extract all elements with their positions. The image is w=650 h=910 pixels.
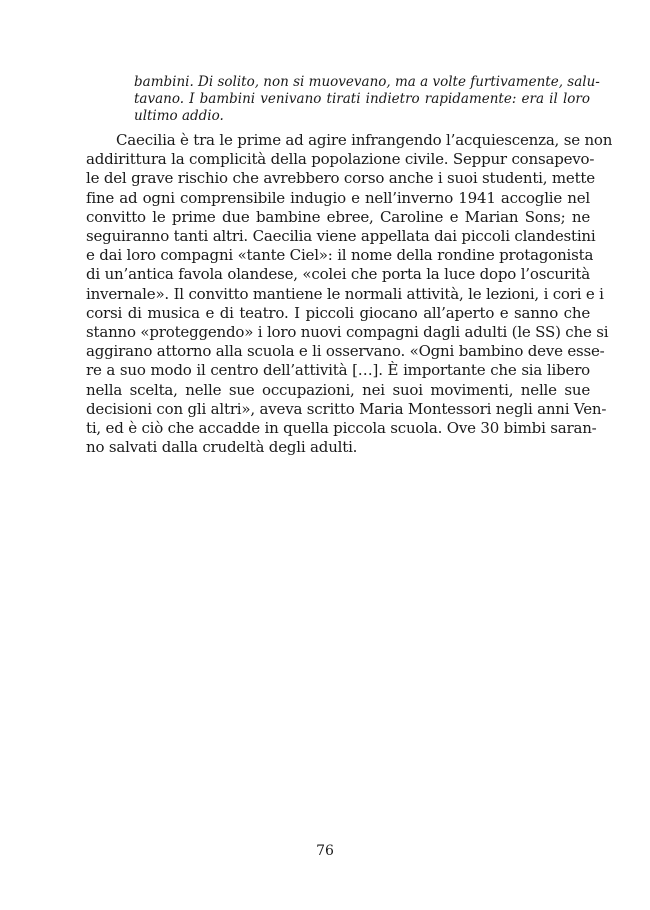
paragraph-line: addirittura la complicità della popolazione civile. Seppur consapevo- xyxy=(86,150,595,169)
paragraph-line: convitto le prime due bambine ebree, Caroline e Marian Sons; ne xyxy=(86,207,590,226)
paragraph-line: di un’antica favola olandese, «colei che porta la luce dopo l’oscurità xyxy=(86,265,590,284)
paragraph-line: re a suo modo il centro dell’attività […]. È importante che sia libero xyxy=(86,361,590,380)
paragraph-line: stanno «proteggendo» i loro nuovi compagni dagli adulti (le SS) che si xyxy=(86,323,609,342)
block-quote xyxy=(134,74,600,125)
quote-line: bambini. Di solito, non si muovevano, ma a volte furtivamente, salu- xyxy=(134,74,600,90)
paragraph-line: invernale». Il convitto mantiene le normali attività, le lezioni, i cori e i xyxy=(86,284,604,303)
paragraph-line: le del grave rischio che avrebbero corso anche i suoi studenti, mette xyxy=(86,169,595,188)
paragraph-line: Caecilia è tra le prime ad agire infrangendo l’acquiescenza, se non xyxy=(116,131,613,149)
paragraph-line: e dai loro compagni «tante Ciel»: il nome della rondine protagonista xyxy=(86,246,594,265)
paragraph-line: seguiranno tanti altri. Caecilia viene appellata dai piccoli clandestini xyxy=(86,227,596,246)
paragraph-line: fine ad ogni comprensibile indugio e nell’inverno 1941 accoglie nel xyxy=(86,188,590,207)
paragraph-line: aggirano attorno alla scuola e li osservano. «Ogni bambino deve esse- xyxy=(86,342,605,361)
paragraph-line: decisioni con gli altri», aveva scritto Maria Montessori negli anni Ven- xyxy=(86,399,607,418)
page-number: 76 xyxy=(316,843,334,859)
paragraph-line: ti, ed è ciò che accadde in quella piccola scuola. Ove 30 bimbi saran- xyxy=(86,419,597,438)
paragraph-line: nella scelta, nelle sue occupazioni, nei suoi movimenti, nelle sue xyxy=(86,380,590,399)
quote-line: ultimo addio. xyxy=(134,108,224,124)
body-paragraph xyxy=(86,131,613,457)
quote-line: tavano. I bambini venivano tirati indietro rapidamente: era il loro xyxy=(134,91,590,107)
paragraph-line: corsi di musica e di teatro. I piccoli giocano all’aperto e sanno che xyxy=(86,303,590,322)
paragraph-line: no salvati dalla crudeltà degli adulti. xyxy=(86,438,358,457)
